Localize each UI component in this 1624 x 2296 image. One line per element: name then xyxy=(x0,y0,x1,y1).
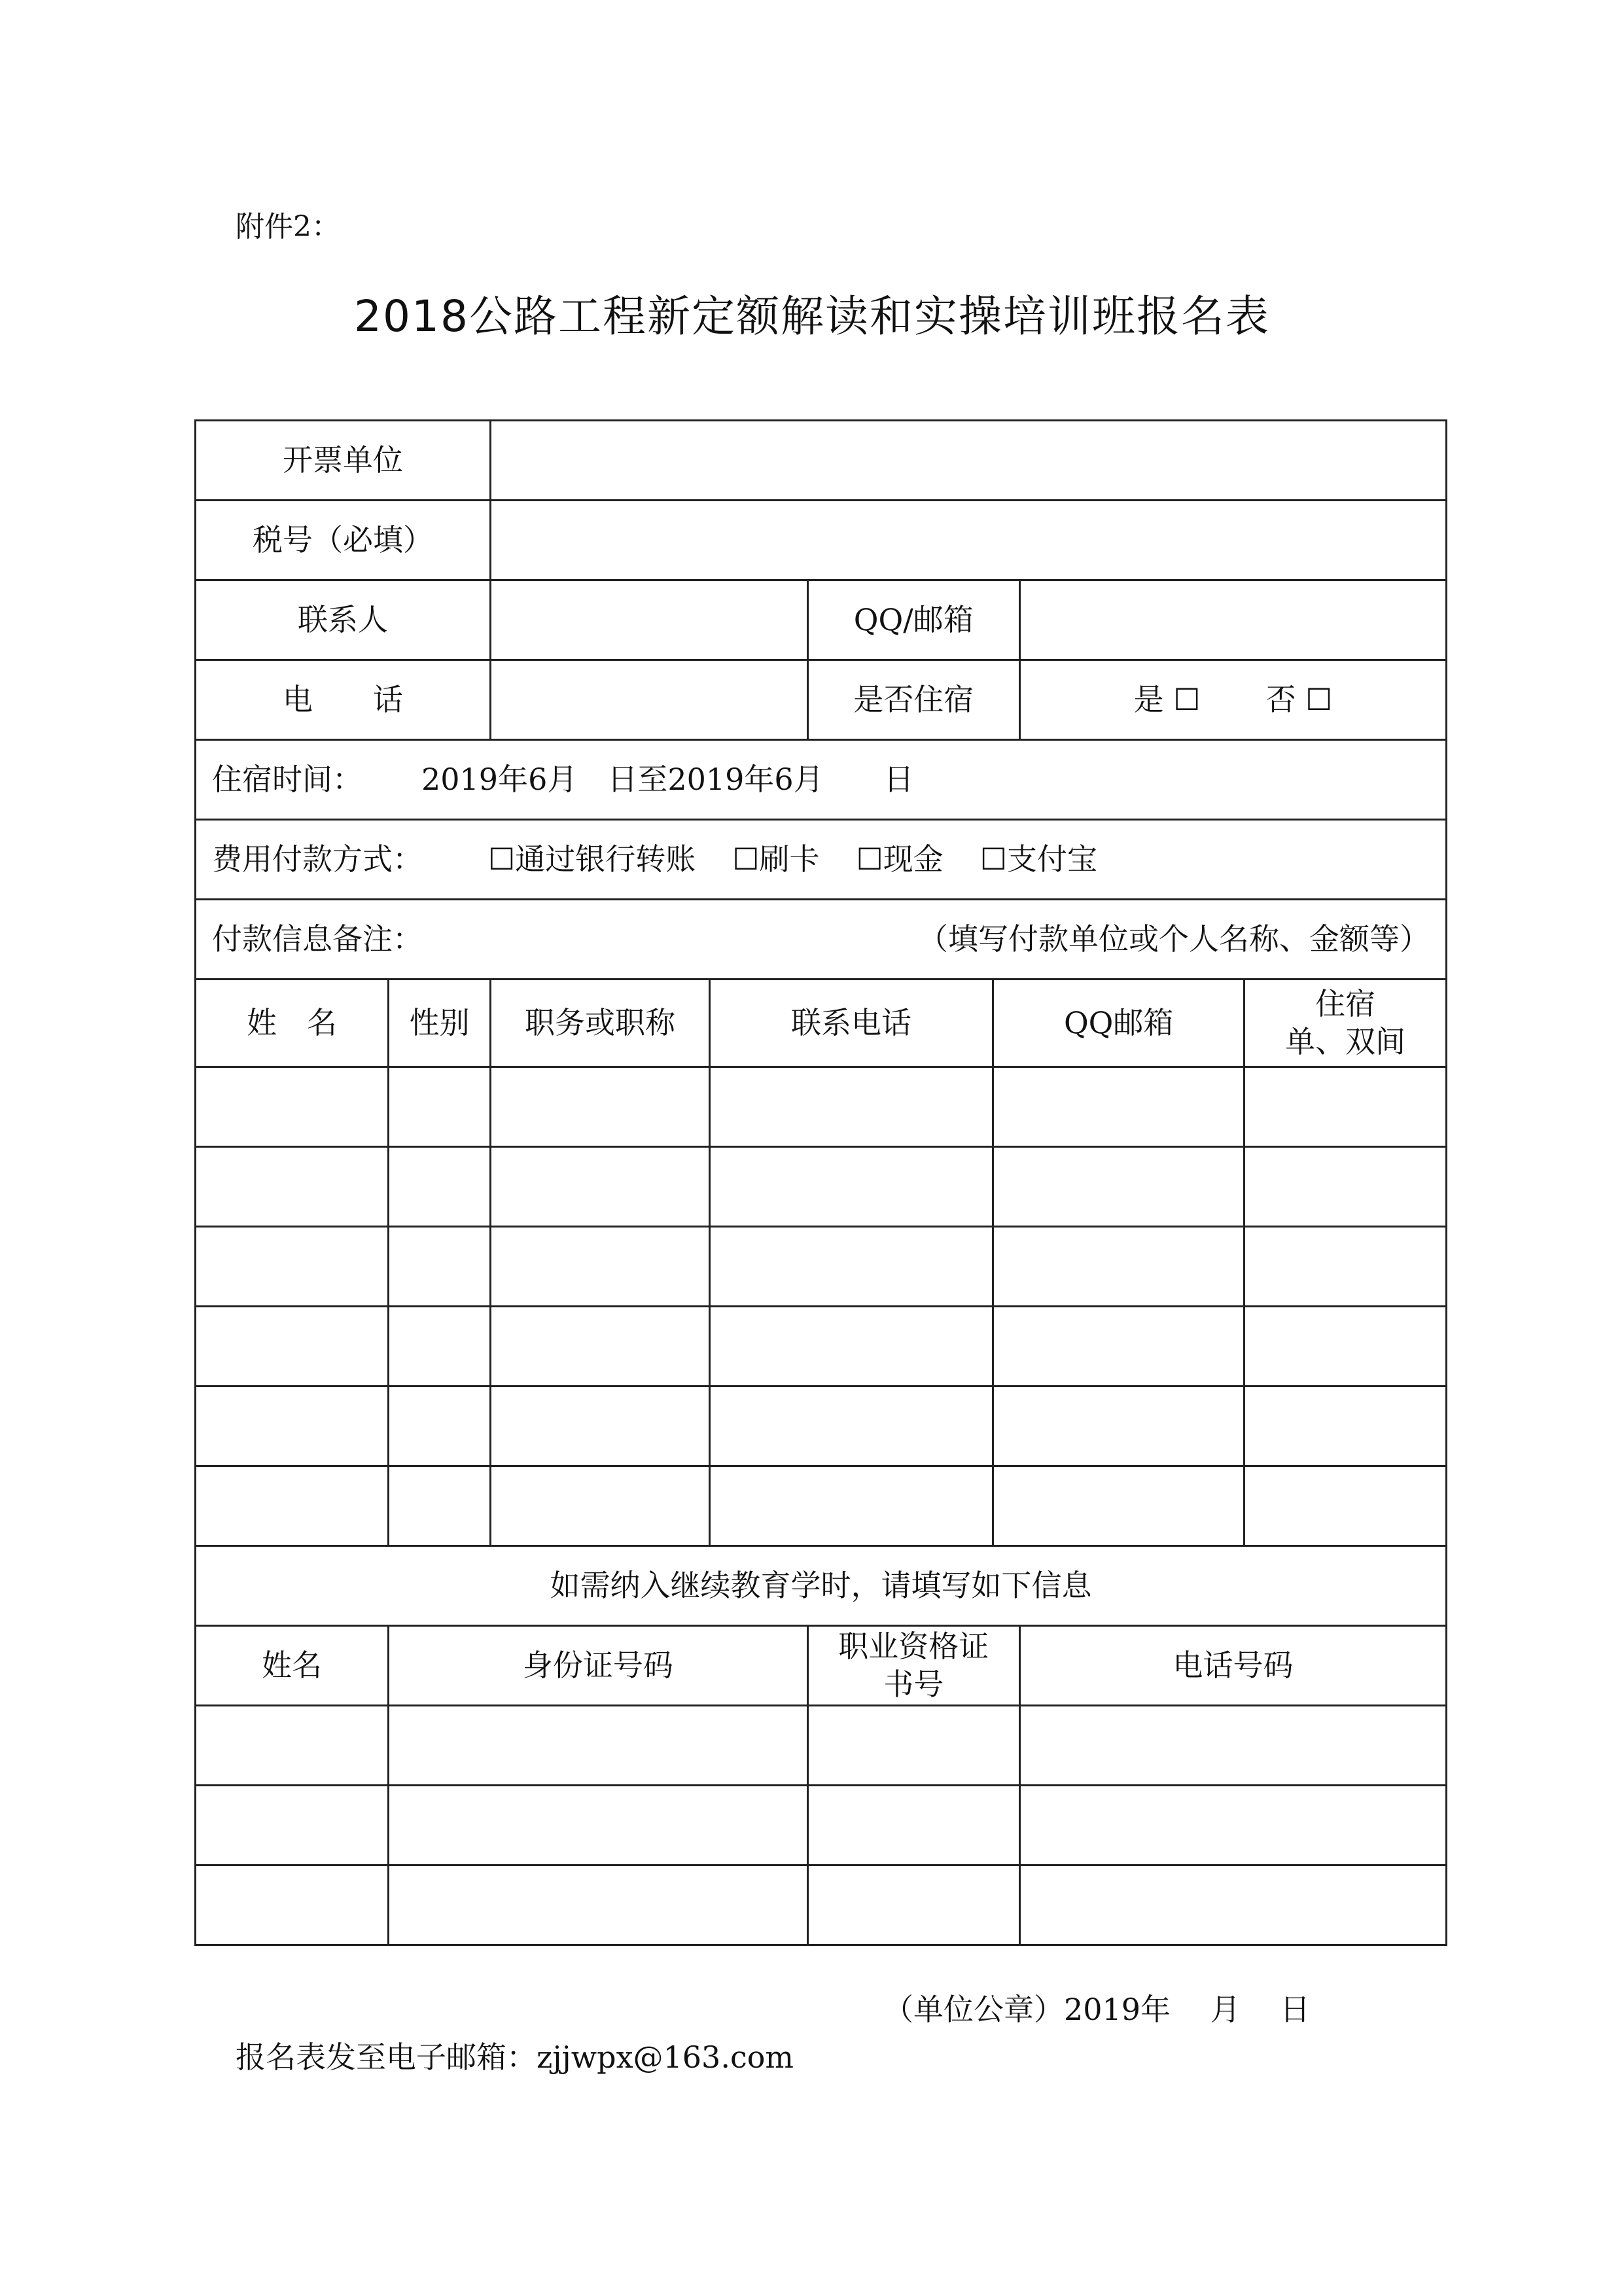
edu-phone-cell[interactable] xyxy=(1019,1786,1446,1865)
phone-field[interactable] xyxy=(491,660,808,740)
edu-name-cell[interactable] xyxy=(196,1706,389,1786)
payment-remark-label: 付款信息备注： xyxy=(212,921,423,957)
lodging-options xyxy=(1019,660,1446,740)
attendee-position-cell[interactable] xyxy=(491,1067,710,1147)
attendee-name-cell[interactable] xyxy=(196,1227,389,1307)
lodging-label: 是否住宿 xyxy=(807,660,1019,740)
attendee-room-cell[interactable] xyxy=(1244,1386,1447,1466)
attendee-gender-cell[interactable] xyxy=(389,1067,491,1147)
attendee-position-cell[interactable] xyxy=(491,1466,710,1546)
contact-label: 联系人 xyxy=(196,580,491,660)
header-lodging-line2: 单、双间 xyxy=(1285,1023,1406,1059)
invoice-unit-label: 开票单位 xyxy=(196,421,491,501)
attendee-row xyxy=(196,1307,1447,1386)
attendee-row xyxy=(196,1147,1447,1227)
edu-certificate-cell[interactable] xyxy=(807,1865,1019,1945)
stay-time-label: 住宿时间： xyxy=(212,761,362,797)
stay-time-row xyxy=(196,740,1447,820)
header-gender: 性别 xyxy=(389,980,491,1067)
attendee-gender-cell[interactable] xyxy=(389,1307,491,1386)
attendee-room-cell[interactable] xyxy=(1244,1067,1447,1147)
edu-id-cell[interactable] xyxy=(389,1706,807,1786)
education-row xyxy=(196,1786,1447,1865)
attendee-gender-cell[interactable] xyxy=(389,1386,491,1466)
edu-name-cell[interactable] xyxy=(196,1786,389,1865)
attendee-room-cell[interactable] xyxy=(1244,1307,1447,1386)
edu-certificate-cell[interactable] xyxy=(807,1706,1019,1786)
attendee-position-cell[interactable] xyxy=(491,1147,710,1227)
attendee-row xyxy=(196,1386,1447,1466)
header-contact-phone: 联系电话 xyxy=(709,980,993,1067)
edu-header-certificate-number: 职业资格证书号 xyxy=(807,1626,1019,1706)
qq-email-field[interactable] xyxy=(1019,580,1446,660)
attendee-row xyxy=(196,1067,1447,1147)
education-row xyxy=(196,1706,1447,1786)
contact-field[interactable] xyxy=(491,580,808,660)
header-lodging-room xyxy=(1244,980,1447,1067)
header-lodging-line1: 住宿 xyxy=(1315,986,1376,1021)
qq-email-label: QQ/邮箱 xyxy=(807,580,1019,660)
edu-phone-cell[interactable] xyxy=(1019,1865,1446,1945)
edu-phone-cell[interactable] xyxy=(1019,1706,1446,1786)
attendee-qq-cell[interactable] xyxy=(993,1067,1244,1147)
registration-form xyxy=(194,419,1447,1946)
attendee-qq-cell[interactable] xyxy=(993,1307,1244,1386)
attendee-position-cell[interactable] xyxy=(491,1227,710,1307)
lodging-yes-checkbox[interactable]: 是 ☐ xyxy=(1133,681,1201,717)
attendee-phone-cell[interactable] xyxy=(709,1147,993,1227)
payment-remark-row[interactable] xyxy=(196,900,1447,980)
payment-option-card[interactable]: ☐刷卡 xyxy=(732,841,820,877)
header-name: 姓 名 xyxy=(196,980,389,1067)
attendee-qq-cell[interactable] xyxy=(993,1227,1244,1307)
attendee-position-cell[interactable] xyxy=(491,1307,710,1386)
attendee-phone-cell[interactable] xyxy=(709,1307,993,1386)
attachment-label: 附件2： xyxy=(236,210,340,243)
attendee-row xyxy=(196,1466,1447,1546)
attendee-qq-cell[interactable] xyxy=(993,1147,1244,1227)
attendee-room-cell[interactable] xyxy=(1244,1227,1447,1307)
attendee-room-cell[interactable] xyxy=(1244,1147,1447,1227)
attendee-row xyxy=(196,1227,1447,1307)
payment-option-bank-transfer[interactable]: ☐通过银行转账 xyxy=(488,841,696,877)
payment-remark-hint: （填写付款单位或个人名称、金额等） xyxy=(918,921,1430,957)
attendee-gender-cell[interactable] xyxy=(389,1466,491,1546)
attendee-name-cell[interactable] xyxy=(196,1067,389,1147)
attendee-name-cell[interactable] xyxy=(196,1386,389,1466)
tax-number-field[interactable] xyxy=(491,501,1447,580)
attendee-gender-cell[interactable] xyxy=(389,1227,491,1307)
phone-label: 电 话 xyxy=(196,660,491,740)
attendee-qq-cell[interactable] xyxy=(993,1466,1244,1546)
continuing-education-note: 如需纳入继续教育学时，请填写如下信息 xyxy=(196,1546,1447,1626)
stay-time-value[interactable]: 2019年6月 日至2019年6月 日 xyxy=(421,761,914,797)
tax-number-label: 税号（必填） xyxy=(196,501,491,580)
edu-header-phone: 电话号码 xyxy=(1019,1626,1446,1706)
edu-certificate-cell[interactable] xyxy=(807,1786,1019,1865)
submission-email-line: 报名表发至电子邮箱：zjjwpx@163.com xyxy=(236,2040,794,2075)
attendee-name-cell[interactable] xyxy=(196,1147,389,1227)
attendee-gender-cell[interactable] xyxy=(389,1147,491,1227)
attendee-name-cell[interactable] xyxy=(196,1466,389,1546)
invoice-unit-field[interactable] xyxy=(491,421,1447,501)
edu-header-id-number: 身份证号码 xyxy=(389,1626,807,1706)
education-row xyxy=(196,1865,1447,1945)
attendee-room-cell[interactable] xyxy=(1244,1466,1447,1546)
payment-option-cash[interactable]: ☐现金 xyxy=(856,841,944,877)
attendee-phone-cell[interactable] xyxy=(709,1386,993,1466)
attendee-name-cell[interactable] xyxy=(196,1307,389,1386)
edu-id-cell[interactable] xyxy=(389,1865,807,1945)
attendee-phone-cell[interactable] xyxy=(709,1067,993,1147)
edu-header-name: 姓名 xyxy=(196,1626,389,1706)
payment-option-alipay[interactable]: ☐支付宝 xyxy=(980,841,1097,877)
attendee-phone-cell[interactable] xyxy=(709,1466,993,1546)
seal-date-line: （单位公章）2019年 月 日 xyxy=(883,1992,1311,2027)
header-position: 职务或职称 xyxy=(491,980,710,1067)
payment-method-label: 费用付款方式： xyxy=(212,841,423,877)
edu-name-cell[interactable] xyxy=(196,1865,389,1945)
attendee-position-cell[interactable] xyxy=(491,1386,710,1466)
attendee-phone-cell[interactable] xyxy=(709,1227,993,1307)
edu-id-cell[interactable] xyxy=(389,1786,807,1865)
lodging-no-checkbox[interactable]: 否 ☐ xyxy=(1265,681,1333,717)
header-qq-email: QQ邮箱 xyxy=(993,980,1244,1067)
attendee-qq-cell[interactable] xyxy=(993,1386,1244,1466)
page-title: 2018公路工程新定额解读和实操培训班报名表 xyxy=(354,291,1270,342)
payment-method-row xyxy=(196,820,1447,900)
